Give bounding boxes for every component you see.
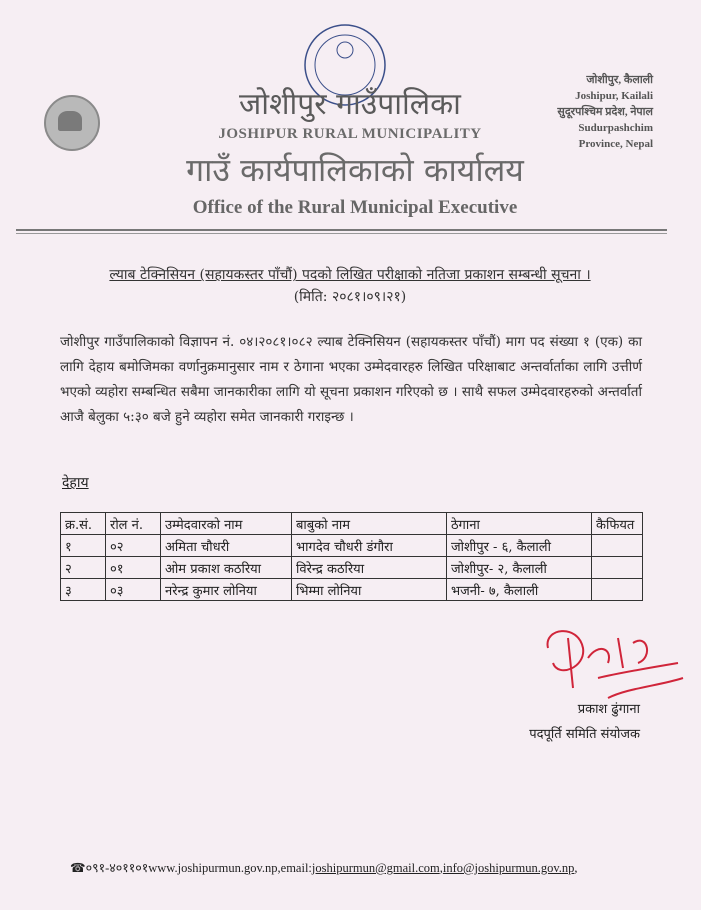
table-cell [592,579,643,601]
notice-body: जोशीपुर गाउँपालिकाको विज्ञापन नं. ०४।२०८१।०८२ ल्याब टेक्निसियन (सहायकस्तर पाँचौं) माग पद संख्या १ (एक) का लागि देहाय बमोजिमका वर्णानुक्रमानुसार नाम र ठेगाना भएका उम्मेदवारहरु लिखित परिक्षाबाट अन्तर्वार्ताका लागि उत्तीर्ण भएको व्यहोरा सम्बन्धित सबैमा जानकारीका लागि यो सूचना प्रकाशन गरिएको छ । साथै सफल उम्मेदवारहरुको अन्तर्वार्ता आजै बेलुका ५:३० बजे हुने व्यहोरा समेत जानकारी गराइन्छ । [60,334,642,425]
notice-date: (मिति: २०८१।०९।२१) [293,289,407,305]
municipality-name-en: JOSHIPUR RURAL MUNICIPALITY [218,126,482,142]
header-divider-thin [16,233,667,234]
footer-website[interactable]: www.joshipurmun.gov.np, [148,861,281,875]
footer-end: , [574,861,578,875]
table-row [61,579,643,601]
table-cell: ०२ [106,535,161,557]
table-cell: भिम्मा लोनिया [292,579,447,601]
footer-contact [70,859,630,876]
col-header: कैफियत [592,513,643,535]
footer-phone: ०९१-४०११०१ [85,861,149,875]
notice-subject: ल्याब टेक्निसियन (सहायकस्तर पाँचौं) पदको लिखित परीक्षाको नतिजा प्रकाशन सम्बन्धी सूचना । [109,267,591,283]
table-cell: अमिता चौधरी [161,535,292,557]
table-cell: ३ [61,579,106,601]
table-row [61,535,643,557]
table-cell: जोशीपुर- २, कैलाली [447,557,592,579]
table-cell: २ [61,557,106,579]
address-line: सुदूरपश्चिम प्रदेश, नेपाल [557,106,653,118]
footer-email-2[interactable]: info@joshipurmun.gov.np [442,861,575,875]
phone-icon: ☎ [70,861,86,875]
list-heading: देहाय [62,475,89,491]
col-header: उम्मेदवारको नाम [161,513,292,535]
table-cell: ०३ [106,579,161,601]
col-header: क्र.सं. [61,513,106,535]
footer-sep: , [439,861,443,875]
nepal-emblem-icon [44,95,100,151]
address-line: Joshipur, Kailali [575,90,653,102]
table-cell: १ [61,535,106,557]
table-cell: ओम प्रकाश कठरिया [161,557,292,579]
table-cell: जोशीपुर - ६, कैलाली [447,535,592,557]
address-line: Sudurpashchim [578,122,653,134]
table-cell: ०१ [106,557,161,579]
signatory-name: प्रकाश ढुंगाना [577,702,640,717]
table-row [61,557,643,579]
municipality-name-np: जोशीपुर गाउँपालिका [239,87,461,122]
address-line: जोशीपुर, कैलाली [586,74,653,86]
footer-email-1[interactable]: joshipurmun@gmail.com [311,861,440,875]
address-line: Province, Nepal [578,138,653,150]
table-cell: विरेन्द्र कठरिया [292,557,447,579]
col-header: रोल नं. [106,513,161,535]
table-cell: नरेन्द्र कुमार लोनिया [161,579,292,601]
table-cell [592,535,643,557]
office-address [493,72,653,152]
col-header: बाबुको नाम [292,513,447,535]
table-cell [592,557,643,579]
candidate-table [60,512,643,601]
table-cell: भजनी- ७, कैलाली [447,579,592,601]
signatory-title: पदपूर्ति समिति संयोजक [529,727,640,742]
table-header-row [61,513,643,535]
signatory [490,697,640,747]
table-cell: भागदेव चौधरी डंगौरा [292,535,447,557]
footer-email-label: email: [280,861,312,875]
office-name-en: Office of the Rural Municipal Executive [192,197,518,218]
office-name-np: गाउँ कार्यपालिकाको कार्यालय [186,151,524,189]
col-header: ठेगाना [447,513,592,535]
header-divider [16,229,667,231]
